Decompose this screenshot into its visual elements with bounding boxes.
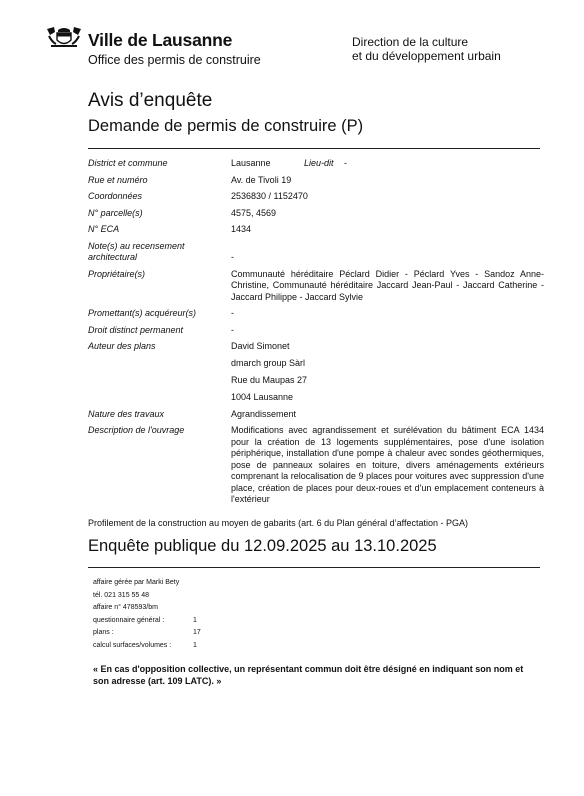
field-label: Droit distinct permanent — [88, 324, 184, 335]
divider-bottom — [88, 567, 540, 568]
field-coordonnees — [88, 191, 544, 203]
field-description — [88, 425, 544, 506]
department-line-2: et du développement urbain — [352, 49, 501, 63]
field-proprietaire — [88, 269, 544, 304]
case-number: affaire n° 478593/bm — [93, 604, 158, 611]
calcul-label: calcul surfaces/volumes : — [93, 641, 172, 649]
field-nature — [88, 409, 544, 421]
field-label: N° parcelle(s) — [88, 207, 143, 218]
field-eca — [88, 224, 544, 236]
field-value: 2536830 / 1152470 — [231, 191, 308, 201]
field-value — [231, 158, 544, 170]
field-rue — [88, 175, 544, 187]
field-label: Description de l'ouvrage — [88, 425, 185, 435]
case-phone: tél. 021 315 55 48 — [93, 591, 150, 599]
org-title: Ville de Lausanne — [88, 30, 233, 50]
field-value: Modifications avec agrandissement et surélévation du bâtiment ECA 1434 pour la création de 13 logements supplémentaires, pose d'une isolation périphérique, installation d'une pompe à chaleur avec sondes géothermiques, pose de panneaux solaires en toiture, divers aménagements extérieurs comprenant la relocalisation de 9 places pour voitures avec suppression d'une place, création de places pour deux-roues et d'un emplacement conteneurs à l'extérieur — [231, 425, 544, 504]
permit-fields — [88, 158, 544, 506]
calcul-value: 1 — [193, 641, 197, 649]
questionnaire-label: questionnaire général : — [93, 616, 165, 624]
field-note-recensement — [88, 241, 544, 264]
field-label: Propriétaire(s) — [88, 268, 146, 279]
calcul-count — [93, 640, 201, 653]
page-subtitle: Demande de permis de construire (P) — [88, 117, 364, 135]
field-value: - — [231, 308, 234, 318]
case-manager: affaire gérée par Marki Bety — [93, 579, 180, 586]
district-value: Lausanne — [231, 158, 271, 168]
field-label: District et commune — [88, 158, 168, 168]
auteur-line-2: dmarch group Sàrl — [231, 358, 306, 368]
field-promettant — [88, 308, 544, 320]
divider-top — [88, 148, 540, 149]
questionnaire-count — [93, 615, 201, 628]
auteur-line-1: David Simonet — [231, 341, 290, 351]
field-value: 4575, 4569 — [231, 207, 277, 218]
enquete-dates: Enquête publique du 12.09.2025 au 13.10.2025 — [88, 537, 437, 555]
field-value: 1434 — [231, 224, 252, 234]
field-label-line-1: Note(s) au recensement — [88, 240, 185, 251]
department-name — [352, 35, 501, 63]
field-label-line-2: architectural — [88, 252, 138, 262]
field-value: Av. de Tivoli 19 — [231, 174, 292, 185]
plans-value: 17 — [193, 629, 201, 636]
field-label: Promettant(s) acquéreur(s) — [88, 308, 197, 318]
field-droit-distinct — [88, 325, 544, 337]
opposition-notice: « En cas d'opposition collective, un représentant commun doit être désigné en indiquant son nom et son adresse (art. 109 LATC). » — [93, 664, 524, 686]
auteur-line-4: 1004 Lausanne — [231, 392, 294, 402]
field-value: Agrandissement — [231, 408, 297, 419]
lausanne-coat-of-arms-icon — [45, 26, 83, 48]
field-label: Coordonnées — [88, 191, 143, 201]
field-label: N° ECA — [88, 224, 120, 234]
field-label — [88, 241, 231, 264]
page-title: Avis d’enquête — [88, 90, 213, 111]
field-value — [231, 241, 544, 264]
field-value: Communauté héréditaire Péclard Didier - Péclard Yves - Sandoz Anne-Christine, Communauté héréditaire Jaccard Jean-Paul - Jaccard Catherine - Jaccard Philippe - Jaccard Sylvie — [231, 268, 544, 302]
field-value: - — [231, 324, 234, 335]
plans-label: plans : — [93, 629, 114, 636]
org-subtitle: Office des permis de construire — [88, 53, 261, 67]
plans-count — [93, 627, 201, 640]
field-parcelle — [88, 208, 544, 220]
questionnaire-value: 1 — [193, 616, 197, 624]
lieu-dit-value: - — [344, 158, 347, 168]
note-value: - — [231, 252, 234, 262]
field-district — [88, 158, 544, 170]
field-label: Nature des travaux — [88, 408, 165, 419]
case-info — [93, 577, 201, 652]
auteur-line-3: Rue du Maupas 27 — [231, 375, 308, 385]
field-auteur — [88, 341, 544, 404]
profilement-note: Profilement de la construction au moyen de gabarits (art. 6 du Plan général d’affectation - PGA) — [88, 518, 469, 528]
department-line-1: Direction de la culture — [352, 35, 469, 49]
field-label: Auteur des plans — [88, 341, 156, 351]
field-value — [231, 341, 544, 404]
field-label: Rue et numéro — [88, 174, 148, 185]
lieu-dit-label: Lieu-dit — [304, 158, 334, 168]
